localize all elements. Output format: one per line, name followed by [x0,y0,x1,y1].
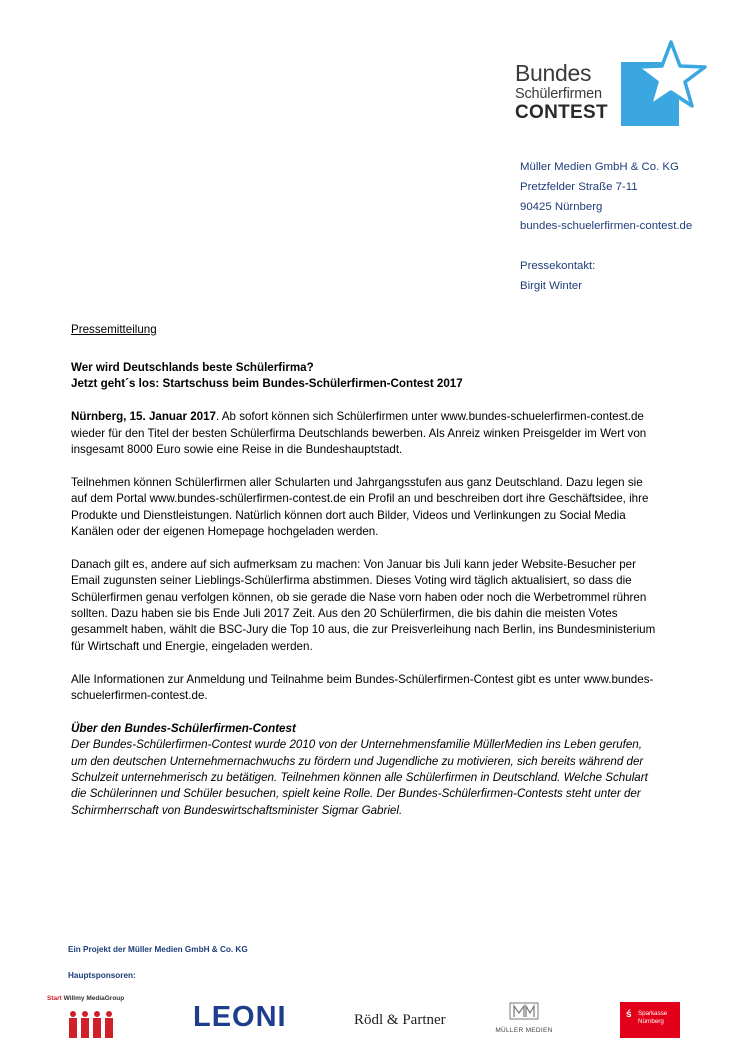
press-release-body [71,360,661,819]
mueller-medien-label: MÜLLER MEDIEN [495,1027,553,1034]
paragraph-1-text: . Ab sofort können sich Schülerfirmen unter www.bundes-schuelerfirmen-contest.de wieder für den Titel der besten Schülerfirma Deutschlands bewerben. Als Anreiz winken Preisgelder im Wert von insgesamt 8000 Euro sowie eine Reise in die Bundeshauptstadt. [71,410,647,457]
sponsor-logo-mueller-medien [494,1002,554,1034]
address-website-link[interactable]: bundes-schuelerfirmen-contest.de [520,220,693,233]
press-release-label: Pressemitteilung [71,323,157,336]
address-city: 90425 Nürnberg [520,200,603,213]
paragraph-2: Teilnehmen können Schülerfirmen aller Schularten und Jahrgangsstufen aus ganz Deutschland. Dazu legen sie auf dem Portal www.bundes-schülerfirmen-contest.de ein Profil an und beschreiben dort ihre Geschäftsidee, ihre Produkte und Dienstleistungen. Natürlich können dort auch Bilder, Videos und Verlinkungen zu Social Media Kanälen oder der eigenen Homepage hochgeladen werden. [71,475,649,539]
contest-logo [515,40,705,128]
press-contact-label: Pressekontakt: [520,260,596,272]
press-contact-name: Birgit Winter [520,279,583,292]
paragraph-3: Danach gilt es, andere auf sich aufmerksam zu machen: Von Januar bis Juli kann jeder Website-Besucher per Email zugunsten seiner Lieblings-Schülerfirma abstimmen. Dieses Voting wird täglich aktualisiert, so dass die Schülerfirmen genau verfolgen können, ob sie gerade die Nase vorn haben oder noch die Werbetrommel rühren sollten. Dazu haben sie bis Ende Juli 2017 Zeit. Aus den 20 Schülerfirmen, die bis dahin die meisten Votes gesammelt haben, wählt die BSC-Jury die Top 10 aus, die zur Preisverleihung nach Berlin, ins Bundesministerium für Wirtschaft und Energie, eingeladen werden. [71,557,656,653]
sponsor-logo-sparkasse [620,1002,680,1038]
address-company: Müller Medien GmbH & Co. KG [520,161,679,173]
paragraph-4: Alle Informationen zur Anmeldung und Teilnahme beim Bundes-Schülerfirmen-Contest gibt es unter www.bundes-schuelerfirmen-contest.de. [71,672,654,703]
about-section [71,721,661,819]
people-icon [65,1010,135,1040]
sponsor-logo-willmy [47,995,137,1040]
about-title: Über den Bundes-Schülerfirmen-Contest [71,721,296,735]
logo-line-schuelerfirmen: Schülerfirmen [515,86,602,102]
mueller-medien-mark-icon [509,1002,539,1020]
dateline: Nürnberg, 15. Januar 2017 [71,410,216,424]
company-address [520,158,692,237]
headline [71,360,661,393]
footer-project-note: Ein Projekt der Müller Medien GmbH & Co. KG [68,945,248,954]
about-text: Der Bundes-Schülerfirmen-Contest wurde 2010 von der Unternehmensfamilie MüllerMedien ins Leben gerufen, um den deutschen Unternehmernachwuchs zu fördern und Jugendliche zu motivieren, sich bereits während der Schulzeit unternehmerisch zu betätigen. Teilnehmen können alle Schülerfirmen in Deutschland. Welche Schulart die Schülerinnen und Schüler besuchen, spielt keine Rolle. Der Bundes-Schülerfirmen-Contests steht unter der Schirmherrschaft von Bundeswirtschaftsminister Sigmar Gabriel. [71,738,648,817]
willmy-wordmark: Start Willmy MediaGroup [47,995,125,1002]
logo-wordmark [515,62,608,122]
press-contact [520,257,595,297]
address-street: Pretzfelder Straße 7-11 [520,180,638,193]
sparkasse-s-icon: ś [626,1009,632,1020]
sparkasse-label: Sparkasse Nürnberg [638,1010,668,1025]
paragraph-1 [71,409,661,458]
footer-sponsors-label: Hauptsponsoren: [68,971,136,980]
star-icon [619,40,709,128]
sponsor-logo-leoni: LEONI [193,1001,287,1033]
sponsor-logo-roedl: Rödl & Partner [354,1012,446,1028]
logo-line-contest: CONTEST [515,101,608,123]
headline-line-2: Jetzt geht´s los: Startschuss beim Bundes-Schülerfirmen-Contest 2017 [71,377,463,391]
headline-line-1: Wer wird Deutschlands beste Schülerfirma? [71,361,314,374]
logo-line-bundes: Bundes [515,60,592,86]
